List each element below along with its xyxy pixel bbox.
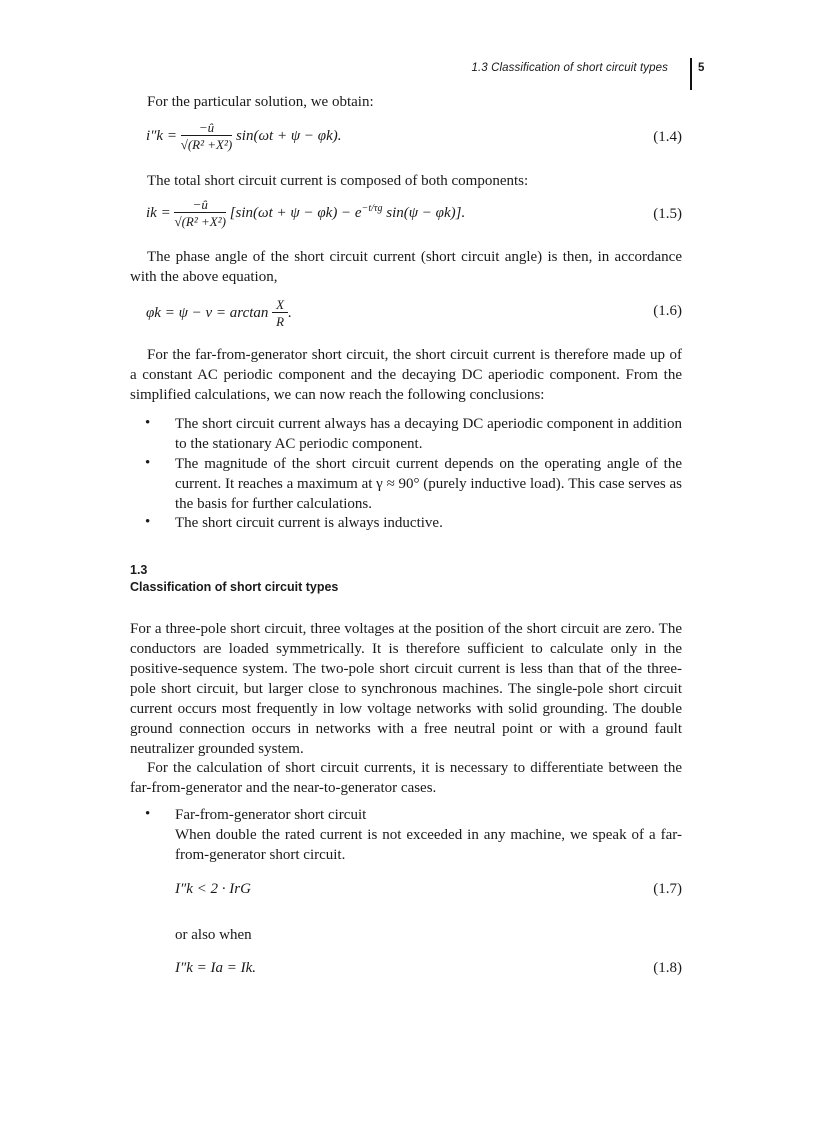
eq-1-6-number: (1.6) xyxy=(653,303,682,319)
eq-1-4-lhs: i″k = xyxy=(146,127,177,144)
eq-1-5-exponent: −t/τg xyxy=(361,202,383,214)
bullet-item: The short circuit current is always inductive. xyxy=(175,515,443,531)
eq-1-5-fraction xyxy=(174,197,226,230)
case-bullet-text: When double the rated current is not exceeded in any machine, we speak of a far-from-generator short circuit. xyxy=(175,827,682,863)
eq-1-4-number: (1.4) xyxy=(653,129,682,145)
header-rule xyxy=(690,58,692,90)
eq-1-5-rhs-tail: sin(ψ − φk)]. xyxy=(382,204,466,221)
page-number: 5 xyxy=(698,62,705,74)
section-title: Classification of short circuit types xyxy=(130,580,339,594)
eq-1-5-lhs: ik = xyxy=(146,204,171,221)
eq-1-5-denominator: √(R² +X²) xyxy=(174,214,226,229)
phase-angle-text: The phase angle of the short circuit current (short circuit angle) is then, in accordance with the above equation, xyxy=(130,249,682,285)
equation-1-7: I″k < 2 · IrG xyxy=(175,881,251,897)
total-current-text: The total short circuit current is composed of both components: xyxy=(147,173,529,189)
eq-1-6-tail: . xyxy=(288,304,292,321)
eq-1-4-numerator: −û xyxy=(181,120,233,136)
equation-1-8: I″k = Ia = Ik. xyxy=(175,960,257,976)
case-bullet-title: Far-from-generator short circuit xyxy=(175,807,367,823)
bullet-marker: • xyxy=(145,514,151,530)
eq-1-4-denominator: √(R² +X²) xyxy=(180,137,233,152)
or-also-text: or also when xyxy=(175,927,252,943)
eq-1-6-lhs: φk = ψ − ν = arctan xyxy=(146,304,269,321)
eq-1-5-number: (1.5) xyxy=(653,206,682,222)
eq-1-4-fraction xyxy=(181,120,233,153)
eq-1-6-denominator: R xyxy=(276,314,285,329)
bullet-marker: • xyxy=(145,455,151,471)
bullet-marker: • xyxy=(145,806,151,822)
eq-1-8-number: (1.8) xyxy=(653,960,682,976)
running-header: 1.3 Classification of short circuit types xyxy=(471,62,668,74)
intro-text: For the particular solution, we obtain: xyxy=(147,94,374,110)
equation-1-5 xyxy=(146,197,465,230)
eq-1-6-numerator: X xyxy=(272,297,288,313)
bullet-item: The short circuit current always has a decaying DC aperiodic component in addition to the stationary AC periodic component. xyxy=(175,416,682,452)
eq-1-5-rhs: [sin(ωt + ψ − φk) − e xyxy=(229,204,362,221)
bullet-marker: • xyxy=(145,415,151,431)
far-from-generator-text: For the far-from-generator short circuit, the short circuit current is therefore made up of a constant AC periodic component and the decaying DC aperiodic component. From the simplified calculations, we can now reach the following conclusions: xyxy=(130,347,682,403)
eq-1-7-number: (1.7) xyxy=(653,881,682,897)
equation-1-4 xyxy=(146,120,341,153)
bullet-item: The magnitude of the short circuit current depends on the operating angle of the current. It reaches a maximum at γ ≈ 90° (purely inductive load). This case serves as the basis for further calculations. xyxy=(175,456,682,512)
section-number: 1.3 xyxy=(130,563,148,577)
eq-1-4-rhs: sin(ωt + ψ − φk). xyxy=(235,127,342,144)
section-paragraph-1: For a three-pole short circuit, three voltages at the position of the short circuit are zero. The conductors are loaded symmetrically. It is therefore sufficient to calculate only in the positive-sequence system. The two-pole short circuit current is less than that of the three-pole short circuit, but larger close to synchronous machines. The single-pole short circuit current occurs most frequently in low voltage networks with solid grounding. The double ground connection occurs in networks with a free neutral point or with a ground fault neutralizer grounded system. xyxy=(130,621,682,757)
equation-1-6 xyxy=(146,297,292,330)
eq-1-5-numerator: −û xyxy=(174,197,226,213)
section-paragraph-2: For the calculation of short circuit currents, it is necessary to differentiate between the far-from-generator and the near-to-generator cases. xyxy=(130,760,682,796)
eq-1-6-fraction xyxy=(272,297,288,330)
